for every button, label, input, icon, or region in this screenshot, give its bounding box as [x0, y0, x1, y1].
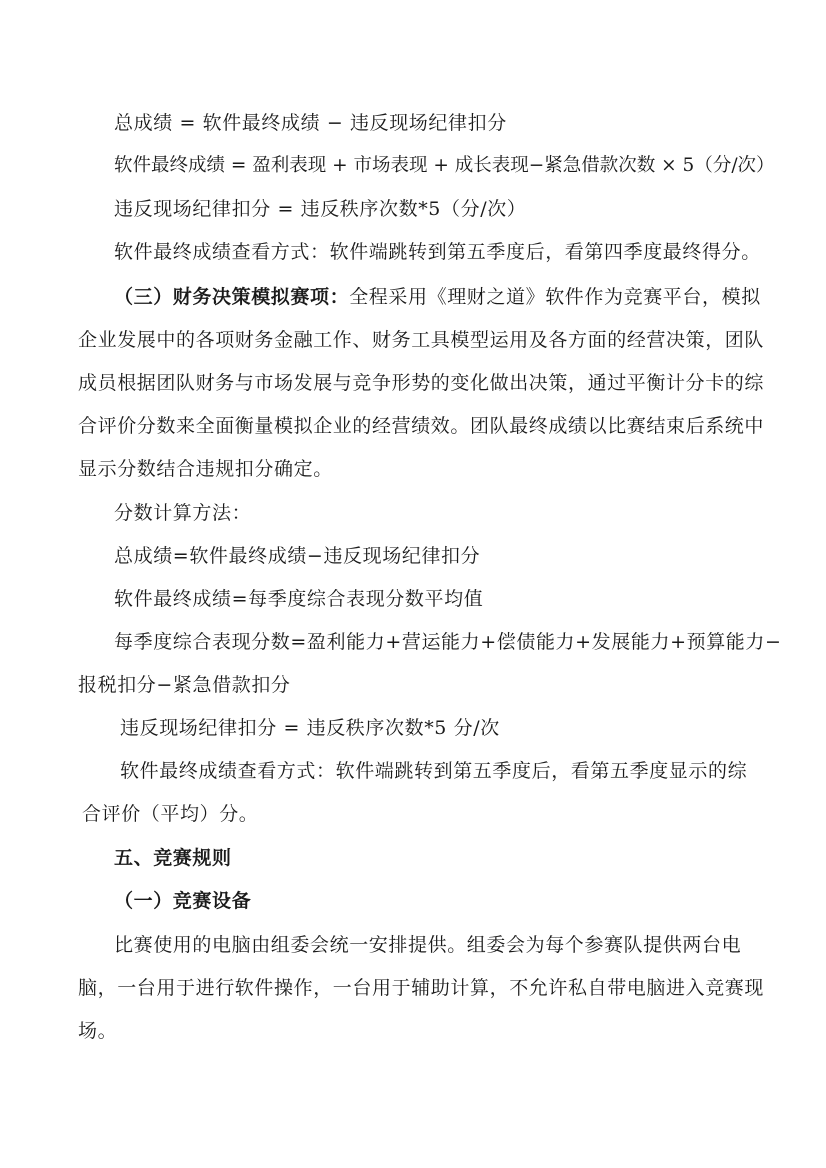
paragraph-line: 企业发展中的各项财务金融工作、财务工具模型运用及各方面的经营决策，团队: [78, 329, 765, 351]
formula-discipline-deduction-2: 违反现场纪律扣分 = 违反秩序次数*5 分/次: [120, 717, 500, 739]
paragraph-line: 场。: [78, 1020, 118, 1042]
formula-total-score-2: 总成绩=软件最终成绩−违反现场纪律扣分: [114, 545, 481, 567]
score-view-method-2-cont: 合评价（平均）分。: [82, 803, 259, 825]
score-view-method: 软件最终成绩查看方式：软件端跳转到第五季度后，看第四季度最终得分。: [114, 241, 761, 263]
paragraph-line: 成员根据团队财务与市场发展与竞争形势的变化做出决策，通过平衡计分卡的综: [78, 372, 765, 394]
section-heading-rules: 五、竞赛规则: [114, 847, 232, 869]
formula-software-score-2: 软件最终成绩=每季度综合表现分数平均值: [114, 588, 484, 610]
score-method-label: 分数计算方法：: [114, 502, 252, 524]
formula-discipline-deduction: 违反现场纪律扣分 = 违反秩序次数*5（分/次）: [114, 198, 527, 220]
formula-software-score: 软件最终成绩 = 盈利表现 + 市场表现 + 成长表现−紧急借款次数 × 5（分/次）: [114, 155, 775, 176]
score-view-method-2: 软件最终成绩查看方式：软件端跳转到第五季度后，看第五季度显示的综: [120, 760, 748, 782]
formula-quarterly-score-cont: 报税扣分−紧急借款扣分: [78, 674, 291, 696]
paragraph-line: 合评价分数来全面衡量模拟企业的经营绩效。团队最终成绩以比赛结束后系统中: [78, 415, 765, 437]
paragraph-text: 全程采用《理财之道》软件作为竞赛平台，模拟: [349, 286, 761, 308]
paragraph-line: 脑，一台用于进行软件操作，一台用于辅助计算，不允许私自带电脑进入竞赛现: [78, 977, 765, 999]
paragraph-equipment: 比赛使用的电脑由组委会统一安排提供。组委会为每个参赛队提供两台电: [114, 934, 742, 956]
subsection-heading-equipment: （一）竞赛设备: [114, 890, 252, 912]
paragraph-line: 显示分数结合违规扣分确定。: [78, 458, 333, 480]
formula-quarterly-score: 每季度综合表现分数=盈利能力+营运能力+偿债能力+发展能力+预算能力−: [114, 631, 782, 653]
paragraph-financial-decision: [114, 285, 761, 309]
formula-total-score: 总成绩 = 软件最终成绩 − 违反现场纪律扣分: [114, 112, 507, 134]
section-heading-financial-decision: （三）财务决策模拟赛项：: [114, 286, 350, 308]
